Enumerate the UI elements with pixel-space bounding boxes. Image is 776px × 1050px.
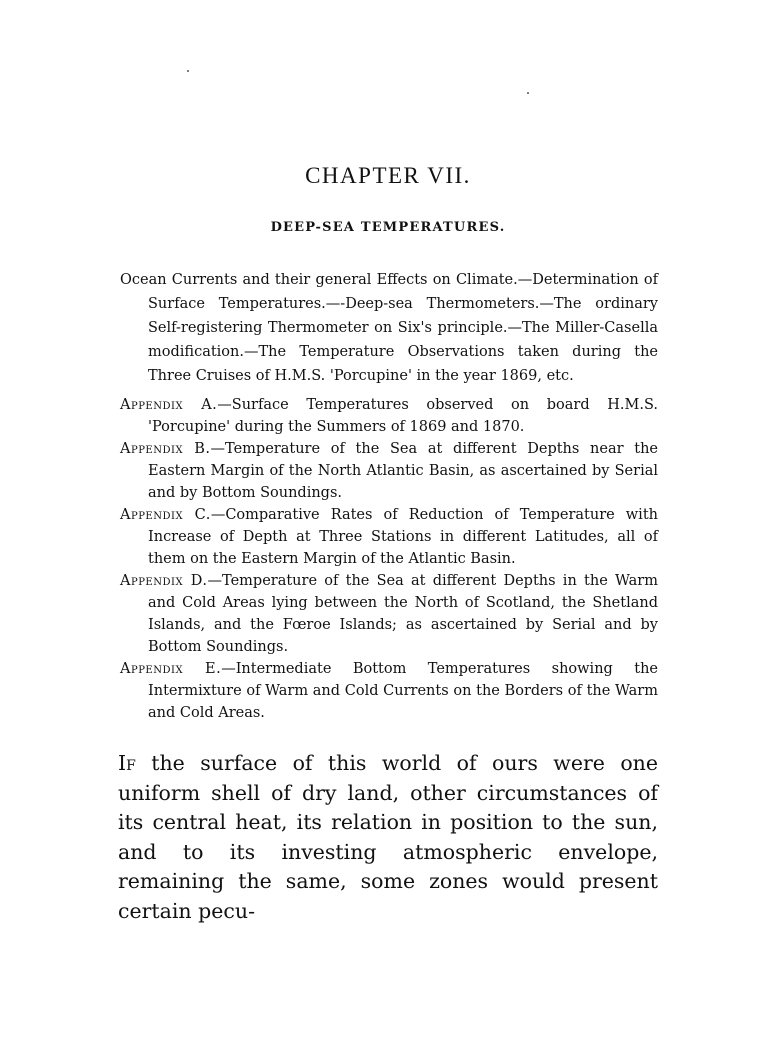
appendix-label: Appendix B. — [120, 441, 211, 457]
body-paragraph-text: the surface of this world of ours were one uniform shell of dry land, other circumstances of its central heat, its relation in position to the sun, and to its investing atmospheric envelope, remaining the same, some zones would present certain pecu- — [118, 751, 658, 923]
appendix-label: Appendix D. — [120, 573, 208, 589]
appendix-text: —Surface Temperatures observed on board H.M.S. 'Porcupine' during the Summers of 1869 and 1870. — [148, 397, 658, 435]
chapter-heading: CHAPTER VII. — [305, 163, 471, 188]
appendix-item — [120, 658, 658, 724]
opening-word: If — [118, 751, 136, 775]
appendix-text: —Temperature of the Sea at different Depths in the Warm and Cold Areas lying between the North of Scotland, the Shetland Islands, and the Fœroe Islands; as ascertained by Serial and by Bottom Soundings. — [148, 573, 658, 655]
summary-text: Ocean Currents and their general Effects on Climate.—Determination of Surface Temperatures.—-Deep-sea Thermometers.—The ordinary Self-registering Thermometer on Six's principle.—The Miller-Casella modification.—The Temperature Observations taken during the Three Cruises of H.M.S. 'Porcupine' in the year 1869, etc. — [120, 272, 658, 384]
chapter-subtitle: DEEP-SEA TEMPERATURES. — [270, 220, 506, 235]
appendix-item — [120, 394, 658, 438]
speck-mark — [527, 92, 529, 94]
chapter-summary — [120, 268, 658, 388]
appendix-text: —Temperature of the Sea at different Depths near the Eastern Margin of the North Atlantic Basin, as ascertained by Serial and by Bottom Soundings. — [148, 441, 658, 501]
appendix-label: Appendix A. — [120, 397, 218, 413]
appendix-label: Appendix E. — [120, 661, 222, 677]
body-paragraph — [118, 749, 658, 926]
appendix-label: Appendix C. — [120, 507, 211, 523]
speck-mark — [187, 70, 189, 72]
appendix-item — [120, 570, 658, 658]
appendix-item — [120, 438, 658, 504]
appendix-text: —Comparative Rates of Reduction of Temperature with Increase of Depth at Three Stations in different Latitudes, all of them on the Eastern Margin of the Atlantic Basin. — [148, 507, 658, 567]
appendix-list — [120, 394, 658, 724]
appendix-item — [120, 504, 658, 570]
appendix-text: —Intermediate Bottom Temperatures showing the Intermixture of Warm and Cold Currents on the Borders of the Warm and Cold Areas. — [148, 661, 658, 721]
